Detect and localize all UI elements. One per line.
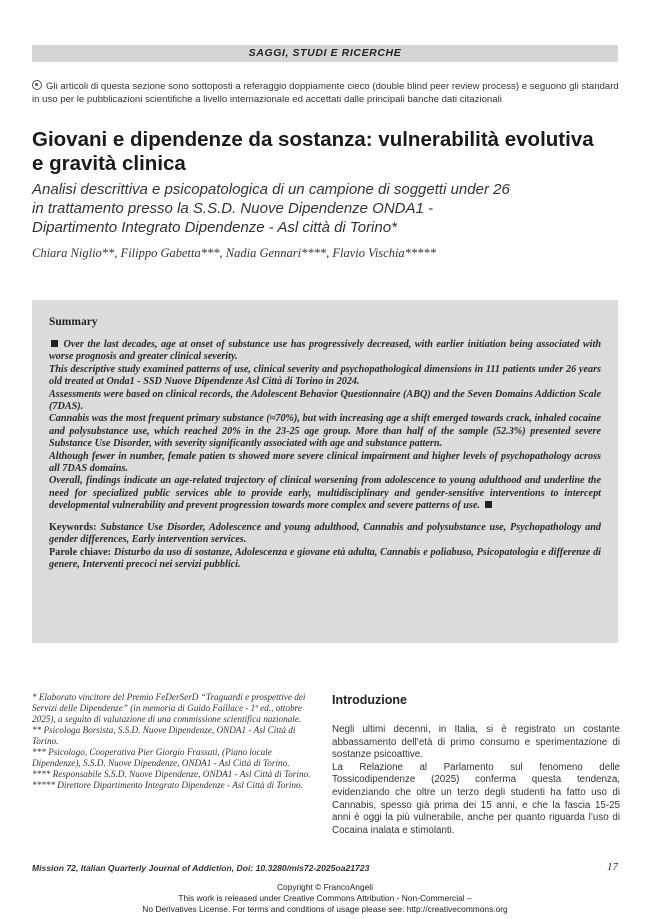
- footnotes: [32, 692, 317, 791]
- intro-body: [332, 724, 620, 837]
- intro-paragraph: Negli ultimi decenni, in Italia, si è registrato un costante abbassamento dell’età di primo consumo e sperimentazione di sostanze psicoattive.: [332, 724, 620, 761]
- summary-paragraph: This descriptive study examined patterns of use, clinical severity and psychopathological dimensions in 111 patients under 26 years old treated at Onda1 - SSD Nuove Dipendenze Asl Città di Torino in 2024.: [49, 363, 601, 388]
- summary-paragraph: Overall, findings indicate an age-related trajectory of clinical worsening from adolescence to young adulthood and underline the need for specialized public services able to provide early, multidisciplinary and gender-sensitive interventions to intercept developmental vulnerability and prevent progression towards more complex and severe patterns of use.: [49, 475, 601, 512]
- summary-box: [32, 300, 618, 643]
- footnote: * Elaborato vincitore del Premio FeDerSerD “Traguardi e prospettive dei Servizi delle Dipendenze” (in memoria di Guido Faillace - 1ª ed., ottobre 2025), a seguito di valutazione di una commissione scientifica nazionale.: [32, 692, 306, 724]
- article-title: [32, 128, 622, 176]
- peer-review-icon: [32, 80, 42, 90]
- parole-chiave-text: Disturbo da uso di sostanze, Adolescenza e giovane età adulta, Cannabis e poliabuso, Psicopatologia e differenze di genere, Interventi precoci nei servizi pubblici.: [49, 546, 602, 570]
- keywords: [49, 522, 601, 547]
- footnote: ***** Direttore Dipartimento Integrato Dipendenze - Asl Città di Torino.: [32, 780, 303, 790]
- journal-footer: Mission 72, Italian Quarterly Journal of Addiction, Doi: 10.3280/mis72-2025oa21723: [32, 863, 370, 873]
- square-end-icon: [485, 501, 492, 508]
- summary-paragraph: Cannabis was the most frequent primary substance (≈70%), but with increasing age a shift emerged towards crack, inhaled cocaine and polysubstance use, which reached 20% in the 23-25 age group. More than half of the sample (52.3%) presented severe Substance Use Disorder, with severity significantly associated with age and substance pattern.: [49, 413, 601, 450]
- subtitle-line-2: in trattamento presso la S.S.D. Nuove Dipendenze ONDA1 -: [32, 200, 434, 217]
- license-line: No Derivatives License. For terms and conditions of usage please see: http://creativecommons.org: [142, 904, 508, 914]
- summary-heading: Summary: [49, 316, 98, 328]
- parole-chiave: [49, 547, 601, 572]
- summary-abstract: [49, 339, 601, 513]
- footnote: *** Psicologo, Cooperativa Pier Giorgio Frassati, (Piano locale Dipendenze), S.S.D. Nuove Dipendenze, ONDA1 - Asl Città di Torino.: [32, 747, 290, 768]
- summary-paragraph: Over the last decades, age at onset of substance use has progressively decreased, with earlier initiation being associated with worse prognosis and greater clinical severity.: [49, 339, 601, 363]
- title-line-2: e gravità clinica: [32, 152, 186, 175]
- keywords-label: Keywords:: [49, 521, 97, 533]
- peer-review-note: [32, 80, 622, 106]
- title-line-1: Giovani e dipendenze da sostanza: vulnerabilità evolutiva: [32, 128, 594, 151]
- subtitle-line-1: Analisi descrittiva e psicopatologica di un campione di soggetti under 26: [32, 181, 510, 198]
- intro-paragraph: La Relazione al Parlamento sul fenomeno delle Tossicodipendenze (2025) conferma questa tendenza, evidenziando che oltre un terzo degli studenti ha fatto uso di Cannabis, spesso già prima dei 15 anni, e che la fascia 15-25 anni è oggi la più vulnerabile, anche per quanto riguarda l’uso di Cocaina inalata e stimolanti.: [332, 761, 620, 836]
- license-line: This work is released under Creative Commons Attribution - Non-Commercial –: [178, 893, 472, 903]
- summary-paragraph: Assessments were based on clinical records, the Adolescent Behavior Questionnaire (ABQ) and the Seven Domains Addiction Scale (7DAS).: [49, 388, 601, 413]
- page-number: 17: [607, 861, 618, 873]
- parole-chiave-label: Parole chiave:: [49, 546, 112, 558]
- article-subtitle: [32, 180, 592, 237]
- footnote: ** Psicologa Borsista, S.S.D. Nuove Dipendenze, ONDA1 - Asl Città di Torino.: [32, 725, 296, 746]
- square-bullet-icon: [51, 340, 58, 347]
- subtitle-line-3: Dipartimento Integrato Dipendenze - Asl città di Torino*: [32, 219, 397, 236]
- peer-review-text: Gli articoli di questa sezione sono sottoposti a referaggio doppiamente cieco (double blind peer review process) e seguono gli standard in uso per le pubblicazioni scientifiche a livello internazionale ed accettati dalle principali banche dati citazionali: [32, 81, 619, 105]
- license-notice: [0, 882, 650, 915]
- summary-paragraph: Although fewer in number, female patien ts showed more severe clinical impairment and higher levels of psychopathology across all 7DAS domains.: [49, 450, 601, 475]
- intro-heading: Introduzione: [332, 693, 407, 707]
- keywords-text: Substance Use Disorder, Adolescence and young adulthood, Cannabis and polysubstance use, Psychopathology and gender differences, Early intervention services.: [49, 521, 602, 546]
- footnote: **** Responsabile S.S.D. Nuove Dipendenze, ONDA1 - Asl Città di Torino.: [32, 769, 311, 779]
- authors: Chiara Niglio**, Filippo Gabetta***, Nadia Gennari****, Flavio Vischia*****: [32, 246, 436, 260]
- section-label: SAGGI, STUDI E RICERCHE: [32, 45, 618, 62]
- copyright-line: Copyright © FrancoAngeli: [276, 882, 373, 892]
